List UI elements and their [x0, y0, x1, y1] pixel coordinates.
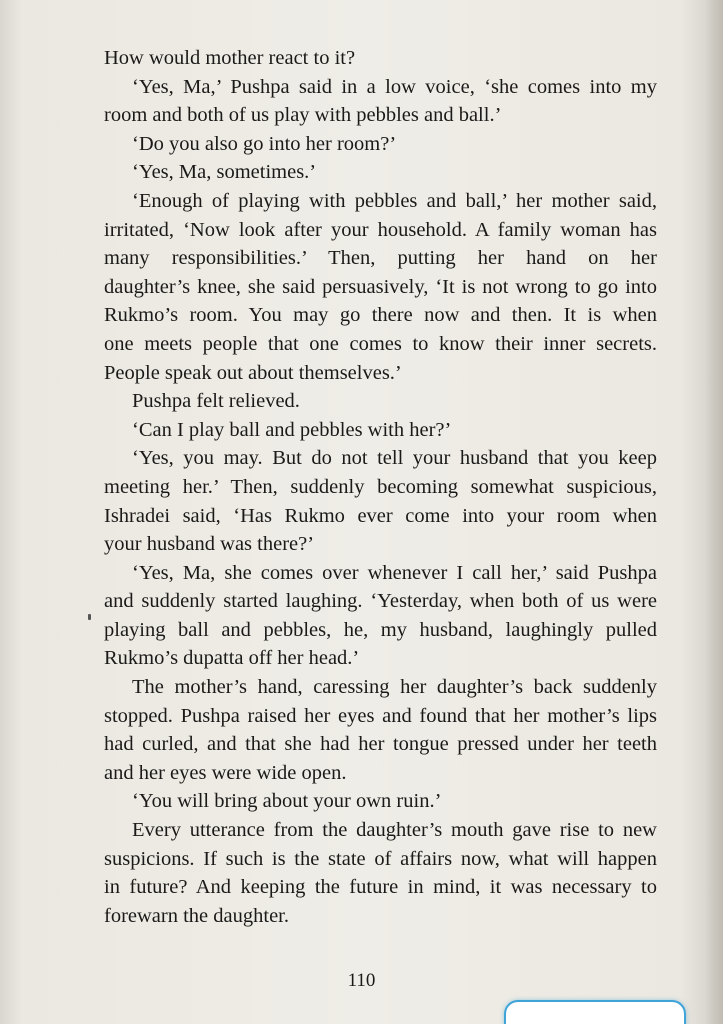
text-line: ‘Yes, Ma,’ Pushpa said in a low voice, ‘she comes into my — [132, 75, 657, 98]
text-line: People speak out about themselves.’ — [104, 361, 402, 384]
text-line: ‘Yes, Ma, sometimes.’ — [132, 161, 317, 184]
text-line: room and both of us play with pebbles and ball.’ — [104, 104, 502, 127]
text-line: and suddenly started laughing. ‘Yesterday, when both of us were — [104, 590, 657, 613]
text-line: your husband was there?’ — [104, 533, 315, 556]
page-edge-shadow — [705, 0, 723, 1024]
overlay-button[interactable] — [504, 1000, 686, 1024]
text-line: in future? And keeping the future in mind, it was necessary to — [104, 876, 657, 899]
text-line: had curled, and that she had her tongue pressed under her teeth — [104, 733, 657, 756]
text-line: Ishradei said, ‘Has Rukmo ever come into your room when — [104, 504, 657, 527]
text-line: ‘Do you also go into her room?’ — [132, 132, 397, 155]
text-line: ‘You will bring about your own ruin.’ — [132, 790, 442, 813]
text-line: ‘Can I play ball and pebbles with her?’ — [132, 418, 452, 441]
text-line: How would mother react to it? — [104, 47, 356, 69]
text-line: meeting her.’ Then, suddenly becoming somewhat suspicious, — [104, 475, 657, 498]
page-number: 110 — [347, 970, 376, 991]
text-line: playing ball and pebbles, he, my husband, laughingly pulled — [104, 618, 657, 641]
text-line: stopped. Pushpa raised her eyes and found that her mother’s lips — [104, 704, 657, 727]
text-line: and her eyes were wide open. — [104, 761, 347, 784]
text-line: forewarn the daughter. — [104, 904, 289, 927]
text-line: ‘Yes, Ma, she comes over whenever I call her,’ said Pushpa — [132, 561, 657, 584]
text-line: Pushpa felt relieved. — [132, 390, 300, 413]
text-line: many responsibilities.’ Then, putting her hand on her — [104, 247, 657, 270]
text-line: irritated, ‘Now look after your household. A family woman has — [104, 218, 657, 241]
margin-ink-mark — [88, 614, 91, 620]
text-line: ‘Yes, you may. But do not tell your husband that you keep — [132, 447, 657, 470]
text-line: Rukmo’s room. You may go there now and then. It is when — [104, 304, 657, 327]
text-line: one meets people that one comes to know their inner secrets. — [104, 332, 657, 355]
text-line: Rukmo’s dupatta off her head.’ — [104, 647, 360, 670]
text-line: Every utterance from the daughter’s mouth gave rise to new — [132, 819, 657, 842]
text-line: The mother’s hand, caressing her daughter’s back suddenly — [132, 676, 657, 699]
text-line: ‘Enough of playing with pebbles and ball,’ her mother said, — [132, 189, 657, 212]
text-line: suspicions. If such is the state of affairs now, what will happen — [104, 847, 657, 870]
body-text — [104, 44, 657, 930]
text-line: daughter’s knee, she said persuasively, ‘It is not wrong to go into — [104, 275, 657, 298]
